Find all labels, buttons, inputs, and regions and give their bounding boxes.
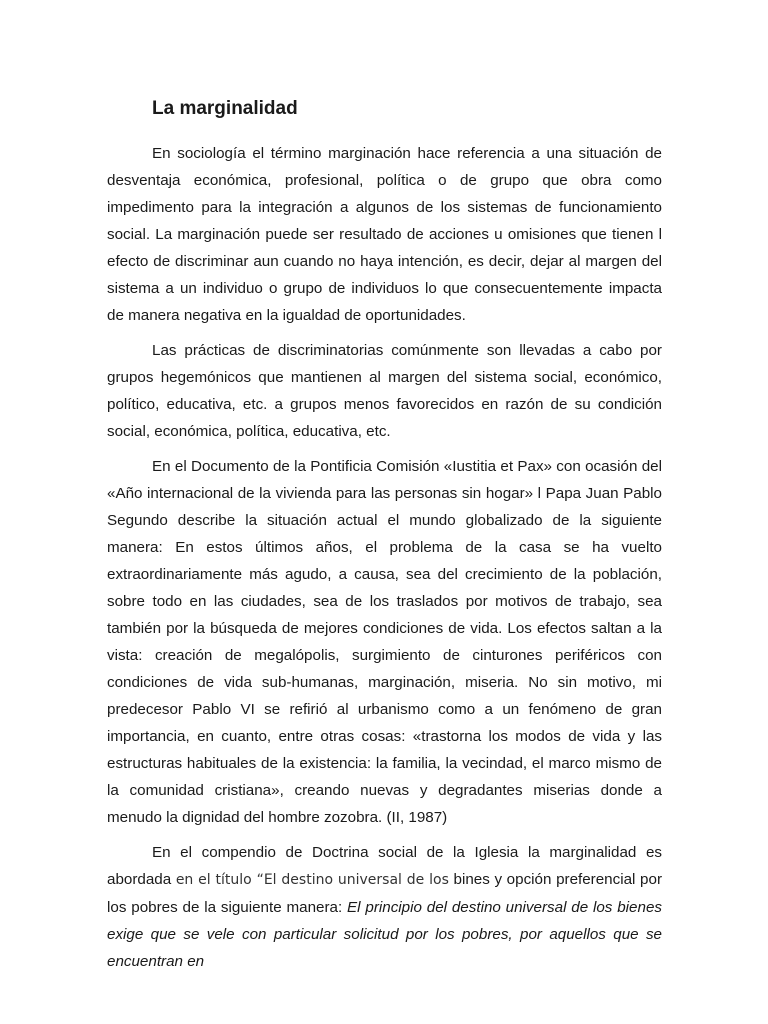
paragraph-definition: En sociología el término marginación hace referencia a una situación de desventaja económica, profesional, política o de grupo que obra como impedimento para la integración a algunos de los sistemas de funcionamiento social. La marginación puede ser resultado de acciones u omisiones que tienen l efecto de discriminar aun cuando no haya intención, es decir, dejar al margen del sistema a un individuo o grupo de individuos lo que consecuentemente impacta de manera negativa en la igualdad de oportunidades. [107, 145, 662, 324]
paragraph-pontifical-document: En el Documento de la Pontificia Comisión «Iustitia et Pax» con ocasión del «Año internacional de la vivienda para las personas sin hogar» l Papa Juan Pablo Segundo describe la situación actual el mundo globalizado de la siguiente manera: En estos últimos años, el problema de la casa se ha vuelto extraordinariamente más agudo, a causa, sea del crecimiento de la población, sobre todo en las ciudades, sea de los traslados por motivos de trabajo, sea también por la búsqueda de mejores condiciones de vida. Los efectos saltan a la vista: creación de megalópolis, surgimiento de cinturones periféricos con condiciones de vida sub-humanas, marginación, miseria. No sin motivo, mi predecesor Pablo VI se refirió al urbanismo como a un fenómeno de gran importancia, en cuanto, entre otras cosas: «trastorna los modos de vida y las estructuras habituales de la existencia: la familia, la vecindad, el marco mismo de la comunidad cristiana», creando nuevas y degradantes miserias donde a menudo la dignidad del hombre zozobra. (II, 1987) [107, 458, 662, 826]
paragraph-practices: Las prácticas de discriminatorias comúnmente son llevadas a cabo por grupos hegemónicos que mantienen al margen del sistema social, económico, político, educativa, etc. a grupos menos favorecidos en razón de su condición social, económica, política, educativa, etc. [107, 342, 662, 440]
document-title: La marginalidad [152, 98, 298, 119]
compendium-quote: El principio del destino universal de los bienes exige que se vele con particular solicitud por los pobres, por aquellos que se encuentran en [107, 899, 662, 970]
compendium-title-reference: en el título “El destino universal de los [175, 872, 449, 888]
paragraph-compendium [107, 839, 662, 975]
compendium-text-intro: En el compendio de Doctrina social de la Iglesia la marginalidad es abordada [107, 844, 662, 888]
compendium-text-continued: bines y opción preferencial por los pobres de la siguiente manera: [107, 871, 662, 916]
document-page [107, 96, 662, 983]
